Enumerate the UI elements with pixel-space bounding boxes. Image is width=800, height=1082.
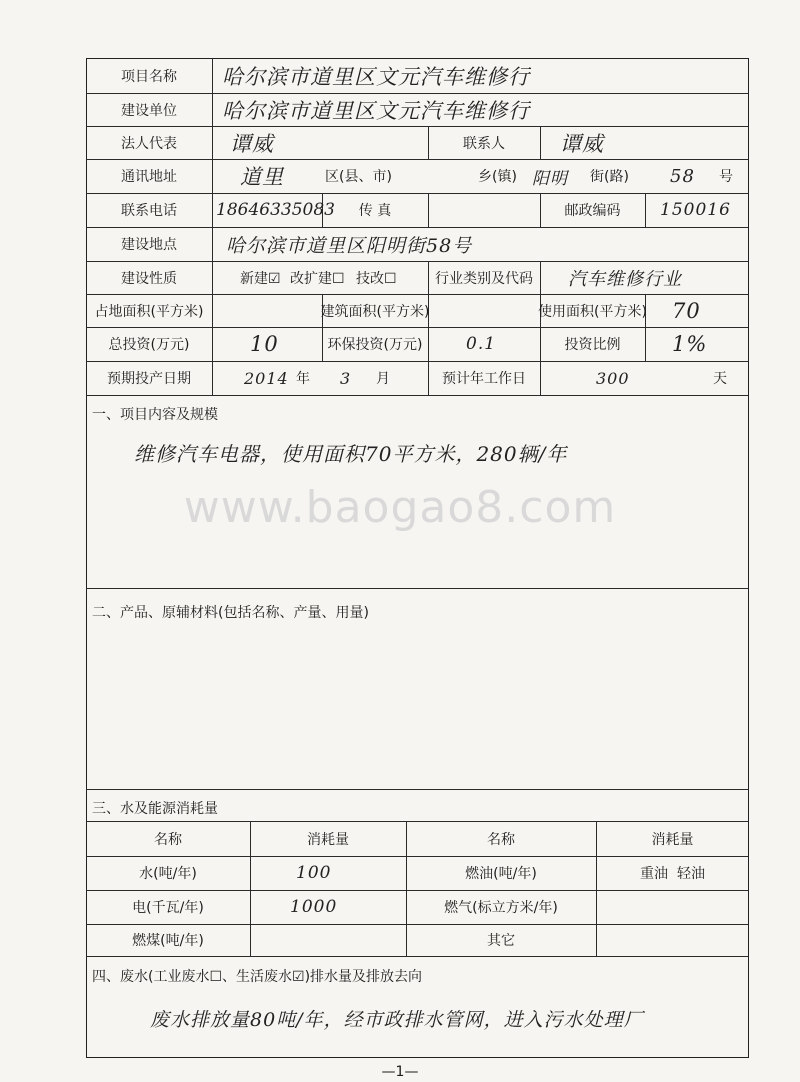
total-invest-value: 10 <box>250 332 279 356</box>
industry-value: 汽车维修行业 <box>568 268 682 290</box>
section-divider <box>86 789 749 790</box>
watermark: www.baogao8.com <box>183 482 617 533</box>
energy-row-value: 重油 轻油 <box>640 866 705 882</box>
energy-row-value <box>596 924 749 956</box>
energy-row-name: 水(吨/年) <box>139 866 197 882</box>
env-invest-label: 环保投资(万元) <box>327 337 423 353</box>
work-days-label: 预计年工作日 <box>442 371 526 387</box>
energy-row-name: 燃煤(吨/年) <box>132 933 204 949</box>
number-value: 58 <box>670 165 695 187</box>
section2-title: 二、产品、原辅材料(包括名称、产量、用量) <box>92 605 369 621</box>
start-month-label: 月 <box>376 371 390 387</box>
contact-person-value: 谭威 <box>560 131 604 156</box>
col-divider <box>212 58 213 395</box>
district-suffix: 区(县、市) <box>325 169 392 185</box>
page-number: —1— <box>381 1064 419 1080</box>
env-invest-value: 0.1 <box>466 334 497 354</box>
start-year-label: 年 <box>296 371 310 387</box>
work-days-value: 300 <box>596 368 630 388</box>
nature-label: 建设性质 <box>121 270 177 287</box>
industry-label: 行业类别及代码 <box>435 270 533 287</box>
col-divider <box>540 361 541 395</box>
phone-value: 18646335083 <box>216 200 335 220</box>
address-label: 通讯地址 <box>121 169 177 185</box>
land-area-label: 占地面积(平方米) <box>94 303 204 320</box>
section1-title: 一、项目内容及规模 <box>92 407 218 423</box>
nature-new-build-checkbox[interactable]: 新建☑ <box>240 270 281 287</box>
nature-tech-reform-checkbox[interactable]: 技改☐ <box>356 270 397 287</box>
number-label: 号 <box>719 169 733 185</box>
nature-expand-checkbox[interactable]: 改扩建☐ <box>290 270 345 287</box>
fax-label: 传 真 <box>358 203 392 219</box>
col-divider <box>540 126 541 160</box>
project-name-value: 哈尔滨市道里区文元汽车维修行 <box>222 64 530 89</box>
section3-title: 三、水及能源消耗量 <box>92 801 218 817</box>
energy-row-name: 其它 <box>487 933 515 949</box>
legal-rep-value: 谭威 <box>230 131 274 156</box>
start-year-value: 2014 <box>244 368 289 388</box>
street-label: 街(路) <box>590 169 629 185</box>
col-divider <box>540 261 541 294</box>
start-month-value: 3 <box>340 368 352 388</box>
street-value: 阳明 <box>532 168 568 189</box>
total-invest-label: 总投资(万元) <box>108 337 190 353</box>
building-area-label: 建筑面积(平方米) <box>320 303 430 320</box>
site-label: 建设地点 <box>121 237 177 253</box>
section4-title: 四、废水(工业废水☐、生活废水☑)排水量及排放去向 <box>92 969 423 985</box>
col-divider <box>428 193 429 227</box>
energy-row-value <box>596 890 749 924</box>
energy-row-name: 燃气(标立方米/年) <box>444 900 558 916</box>
section-divider <box>86 956 749 957</box>
section-divider <box>86 588 749 589</box>
invest-ratio-value: 1% <box>672 332 708 356</box>
town-label: 乡(镇) <box>478 169 517 185</box>
energy-row-value: 100 <box>296 863 332 883</box>
phone-label: 联系电话 <box>121 203 177 219</box>
energy-row-name: 电(千瓦/年) <box>132 900 204 916</box>
site-value: 哈尔滨市道里区阳明街58号 <box>226 234 473 257</box>
construction-unit-label: 建设单位 <box>121 102 177 119</box>
postcode-value: 150016 <box>660 200 731 220</box>
energy-header-consumption-2: 消耗量 <box>651 831 694 848</box>
start-date-label: 预期投产日期 <box>107 371 191 387</box>
invest-ratio-label: 投资比例 <box>564 337 621 353</box>
energy-header-name-2: 名称 <box>487 831 515 848</box>
row-divider <box>86 395 749 396</box>
energy-header-consumption-1: 消耗量 <box>307 831 349 848</box>
used-area-value: 70 <box>672 298 701 323</box>
legal-rep-label: 法人代表 <box>121 135 177 152</box>
section1-content: 维修汽车电器，使用面积70平方米，280辆/年 <box>134 441 568 466</box>
energy-header-name-1: 名称 <box>154 831 182 848</box>
construction-unit-value: 哈尔滨市道里区文元汽车维修行 <box>222 98 530 123</box>
energy-row-name: 燃油(吨/年) <box>465 866 537 882</box>
work-days-unit: 天 <box>713 371 727 387</box>
postcode-label: 邮政编码 <box>564 203 621 219</box>
district-value: 道里 <box>240 165 284 189</box>
energy-row-value: 1000 <box>290 897 338 917</box>
col-divider <box>645 193 646 227</box>
project-name-label: 项目名称 <box>121 68 177 85</box>
contact-person-label: 联系人 <box>463 135 505 152</box>
used-area-label: 使用面积(平方米) <box>538 303 647 320</box>
section4-content: 废水排放量80吨/年，经市政排水管网，进入污水处理厂 <box>150 1008 644 1031</box>
